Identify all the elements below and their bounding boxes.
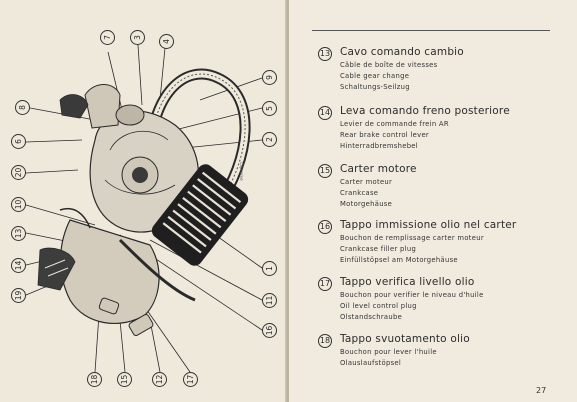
callout-19: 19	[11, 288, 26, 303]
entry-german: Schaltungs-Seilzug	[340, 83, 410, 91]
left-page-illustration	[0, 0, 287, 402]
entry-number: 15	[318, 164, 332, 178]
callout-16: 16	[262, 323, 277, 338]
callout-12: 12	[152, 372, 167, 387]
entry-english: Rear brake control lever	[340, 131, 430, 139]
entry-german: Einfüllstöpsel am Motorgehäuse	[340, 256, 458, 264]
callout-11: 11	[262, 293, 277, 308]
entry-english: Cable gear change	[340, 72, 410, 80]
callout-15: 15	[117, 372, 132, 387]
callout-3: 3	[130, 30, 145, 45]
entry-french: Carter moteur	[340, 178, 393, 186]
entry-italian: Carter motore	[340, 163, 417, 175]
entry-italian: Leva comando freno posteriore	[340, 105, 510, 117]
entry-italian: Tappo verifica livello olio	[340, 276, 475, 288]
entry-italian: Tappo svuotamento olio	[340, 333, 470, 345]
entry-number: 18	[318, 334, 332, 348]
callout-4: 4	[159, 34, 174, 49]
entry-french: Bouchon pour lever l'huile	[340, 348, 437, 356]
entry-italian: Tappo immissione olio nel carter	[340, 219, 517, 231]
entry-number: 14	[318, 106, 332, 120]
callout-7: 7	[100, 30, 115, 45]
entry-french: Bouchon de remplissage carter moteur	[340, 234, 484, 242]
engine-diagram	[0, 0, 287, 402]
callout-20: 20	[11, 165, 26, 180]
entry-german: Olstandschraube	[340, 313, 403, 321]
callout-14: 14	[11, 258, 26, 273]
callout-9: 9	[262, 70, 277, 85]
callout-18: 18	[87, 372, 102, 387]
callout-10: 10	[11, 197, 26, 212]
entry-french: Câble de boîte de vitesses	[340, 61, 438, 69]
page-number: 27	[536, 386, 547, 395]
entry-french: Levier de commande frein AR	[340, 120, 449, 128]
entry-english: Crankcase	[340, 189, 379, 197]
entry-english: Crankcase filler plug	[340, 245, 417, 253]
header-rule	[312, 30, 550, 31]
entry-number: 13	[318, 47, 332, 61]
entry-number: 17	[318, 277, 332, 291]
callout-5: 5	[262, 101, 277, 116]
entry-german: Olauslaufstöpsel	[340, 359, 402, 367]
callout-17: 17	[183, 372, 198, 387]
entry-french: Bouchon pour verifier le niveau d'huile	[340, 291, 484, 299]
callout-1: 1	[262, 261, 277, 276]
callout-8: 8	[15, 100, 30, 115]
callout-13: 13	[11, 226, 26, 241]
entry-german: Motorgehäuse	[340, 200, 393, 208]
entry-german: Hinterradbremshebel	[340, 142, 418, 150]
callout-2: 2	[262, 132, 277, 147]
callout-6: 6	[11, 134, 26, 149]
entry-english: Oil level control plug	[340, 302, 417, 310]
svg-text:Clipcame: Clipcame	[239, 162, 244, 181]
entry-number: 16	[318, 220, 332, 234]
entry-italian: Cavo comando cambio	[340, 46, 464, 58]
